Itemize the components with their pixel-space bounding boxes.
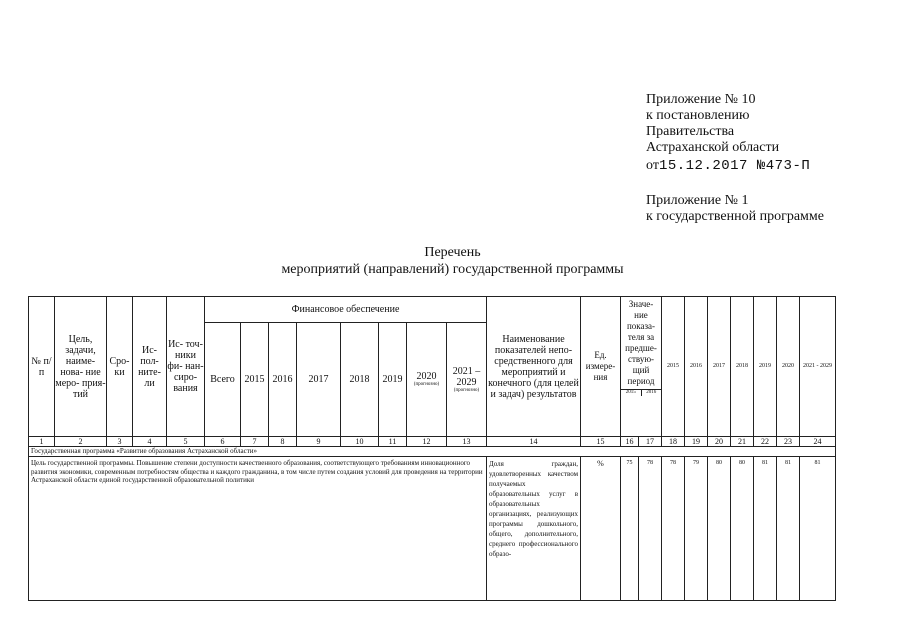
value-cell: 78 (662, 457, 685, 601)
document-subtitle: мероприятий (направлений) государственной программы (281, 262, 624, 277)
header-y2021 (447, 323, 487, 437)
col-num: 2 (55, 437, 107, 447)
header-v2016: 2016 (685, 297, 708, 437)
y2020-label: 2020 (416, 371, 437, 382)
appendix1-label: Приложение № 1 (646, 193, 749, 208)
header-num: № п/п (29, 297, 55, 437)
col-num: 19 (685, 437, 708, 447)
y2021-forecast: (прогнозно) (453, 387, 480, 393)
col-num: 6 (205, 437, 241, 447)
value-cell: 78 (639, 457, 662, 601)
decree-date (646, 158, 810, 174)
date-number: 15.12.2017 №473-П (658, 158, 811, 174)
y2020-forecast: (прогнозно) (413, 382, 440, 387)
header-v2020: 2020 (777, 297, 800, 437)
header-y2020 (407, 323, 447, 437)
col-num: 24 (800, 437, 836, 447)
y2021-label: 2021 – 2029 (452, 365, 481, 388)
header-v2015: 2015 (662, 297, 685, 437)
header-financing: Финансовое обеспечение (205, 297, 487, 323)
col-num: 14 (487, 437, 581, 447)
value-cell: 80 (731, 457, 754, 601)
region-label: Астраханской области (646, 140, 780, 155)
to-decree-label: к постановлению (646, 108, 750, 123)
col-num: 3 (107, 437, 133, 447)
value-cell: 81 (754, 457, 777, 601)
value-cell: 75 (621, 457, 639, 601)
col-num: 4 (133, 437, 167, 447)
header-unit: Ед. измере- ния (581, 297, 621, 437)
col-num: 12 (407, 437, 447, 447)
header-v2018: 2018 (731, 297, 754, 437)
header-indicator-value (621, 297, 662, 437)
header-y2017: 2017 (297, 323, 341, 437)
col-num: 5 (167, 437, 205, 447)
period-2015: 2015 (625, 390, 636, 395)
col-num: 21 (731, 437, 754, 447)
document-title: Перечень (424, 245, 481, 260)
value-cell: 80 (708, 457, 731, 601)
indicator-period-years (621, 389, 661, 396)
appendix10-label: Приложение № 10 (646, 92, 756, 107)
col-num: 16 (621, 437, 639, 447)
col-num: 23 (777, 437, 800, 447)
col-num: 10 (341, 437, 379, 447)
col-num: 13 (447, 437, 487, 447)
indicator-text: Доля граждан, удовлетворенных качеством получаемых образовательных услуг в образовательных организациях, реализующих программы дошкольного, общего, дополнительного, среднего профессионального образо- (487, 457, 581, 601)
col-num: 9 (297, 437, 341, 447)
value-cell: 81 (777, 457, 800, 601)
header-sources: Ис- точ- ники фи- нан- сиро- вания (167, 297, 205, 437)
value-cell: 81 (800, 457, 836, 601)
to-program-label: к государственной программе (646, 209, 824, 224)
header-y2019: 2019 (379, 323, 407, 437)
col-num: 18 (662, 437, 685, 447)
header-y2016: 2016 (269, 323, 297, 437)
col-num: 22 (754, 437, 777, 447)
header-y2018: 2018 (341, 323, 379, 437)
col-num: 7 (241, 437, 269, 447)
col-num: 15 (581, 437, 621, 447)
header-executors: Ис- пол- ните- ли (133, 297, 167, 437)
col-num: 17 (639, 437, 662, 447)
goal-row (29, 457, 836, 601)
program-row (29, 447, 836, 457)
government-label: Правительства (646, 124, 735, 139)
header-total: Всего (205, 323, 241, 437)
header-v2021: 2021 - 2029 (800, 297, 836, 437)
activities-table (28, 296, 836, 601)
col-num: 8 (269, 437, 297, 447)
period-2016: 2016 (641, 390, 662, 396)
col-num: 20 (708, 437, 731, 447)
column-numbers-row (29, 437, 836, 447)
unit-value: % (581, 457, 621, 601)
header-v2017: 2017 (708, 297, 731, 437)
indicator-value-label: Значе- ние показа- теля за предше- ствую- щий период (625, 299, 657, 386)
header-y2015: 2015 (241, 323, 269, 437)
header-terms: Сро- ки (107, 297, 133, 437)
header-v2019: 2019 (754, 297, 777, 437)
col-num: 11 (379, 437, 407, 447)
program-title: Государственная программа «Развитие образования Астраханской области» (29, 447, 836, 457)
date-prefix: от (646, 158, 659, 173)
header-indicator-name: Наименование показателей непо- средственного для мероприятий и конечного (для целей и задач) результатов (487, 297, 581, 437)
goal-text: Цель государственной программы. Повышение степени доступности качественного образования, соответствующего требованиям инновационного развития экономики, современным потребностям общества и каждого гражданина, в том числе путем создания условий для проведения на территории Астраханской области единой государственной образовательной политики (29, 457, 487, 601)
header-goal: Цель, задачи, наиме- нова- ние меро- прия- тий (55, 297, 107, 437)
col-num: 1 (29, 437, 55, 447)
value-cell: 79 (685, 457, 708, 601)
